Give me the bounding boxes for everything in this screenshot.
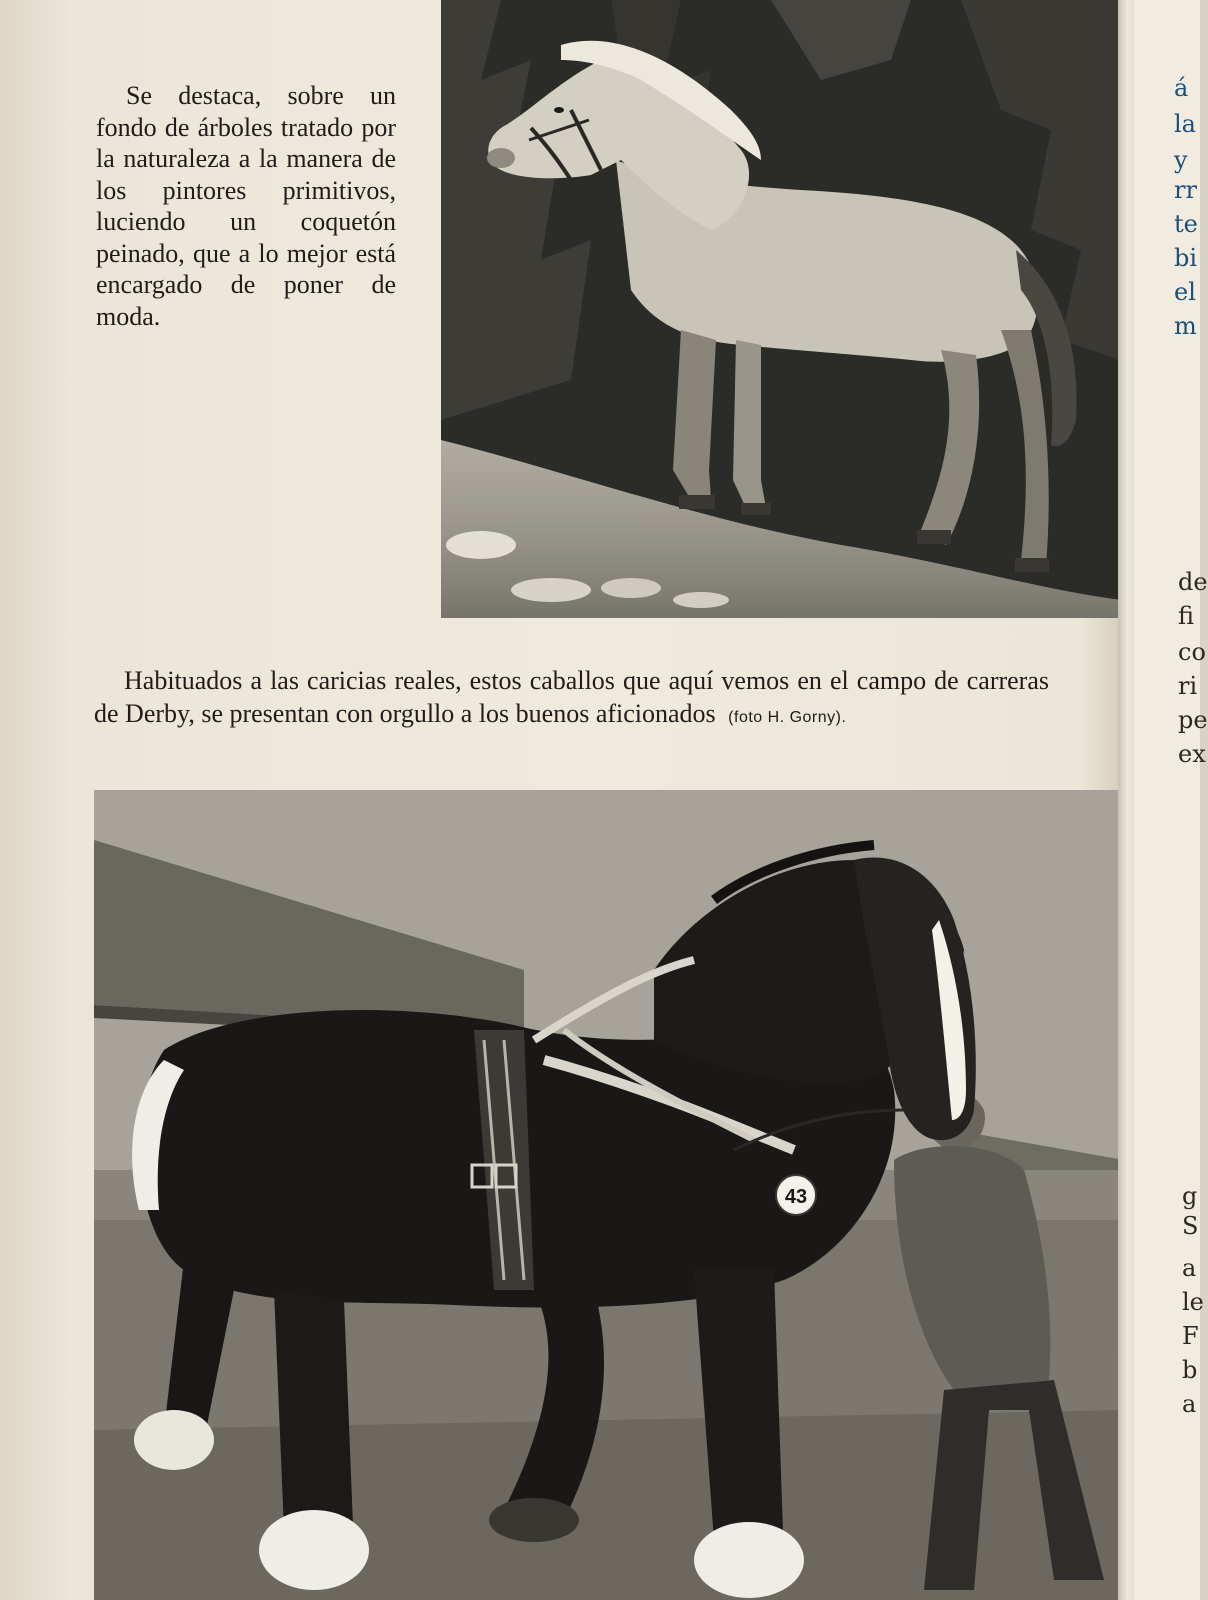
edge-letter: F xyxy=(1182,1322,1199,1350)
edge-letter: m xyxy=(1174,312,1197,340)
pony-photo-art xyxy=(441,0,1121,618)
edge-letter: b xyxy=(1182,1356,1198,1384)
photo-credit: (foto H. Gorny). xyxy=(728,709,847,726)
edge-letter: á xyxy=(1174,74,1189,102)
edge-letter: de xyxy=(1178,568,1208,596)
adjacent-page-edge xyxy=(1134,0,1208,1600)
edge-letter: el xyxy=(1174,278,1196,306)
edge-letter: S xyxy=(1182,1212,1199,1240)
number-tag-label: 43 xyxy=(784,1186,808,1208)
edge-letter: le xyxy=(1182,1288,1204,1316)
top-caption: Se destaca, sobre un fondo de árboles tratado por la naturaleza a la manera de los pintores primitivos, luciendo un coquetón peinado, que a lo mejor está encargado de poner de moda. xyxy=(96,81,396,331)
edge-letter: te xyxy=(1174,210,1198,238)
middle-caption-text: Habituados a las caricias reales, estos caballos que aquí vemos en el campo de carreras de Derby, se presentan con orgullo a los buenos aficionados xyxy=(94,666,1049,728)
edge-letter: g xyxy=(1182,1182,1198,1210)
edge-letter: a xyxy=(1182,1390,1197,1418)
edge-letter: ri xyxy=(1178,672,1198,700)
edge-letter: bi xyxy=(1174,244,1198,272)
pony-photo xyxy=(441,0,1121,618)
shire-horse-photo-art xyxy=(94,790,1124,1600)
edge-letter: a xyxy=(1182,1254,1197,1282)
shire-horse-photo xyxy=(94,790,1124,1600)
middle-caption xyxy=(94,664,1049,734)
edge-letter: pe xyxy=(1178,706,1208,734)
edge-letter: la xyxy=(1174,110,1196,138)
edge-letter: y xyxy=(1174,146,1188,174)
edge-letter: co xyxy=(1178,638,1206,666)
edge-letter: ex xyxy=(1178,740,1206,768)
edge-letter: fi xyxy=(1178,602,1195,630)
book-gutter xyxy=(1118,0,1134,1600)
edge-letter: rr xyxy=(1174,176,1197,204)
